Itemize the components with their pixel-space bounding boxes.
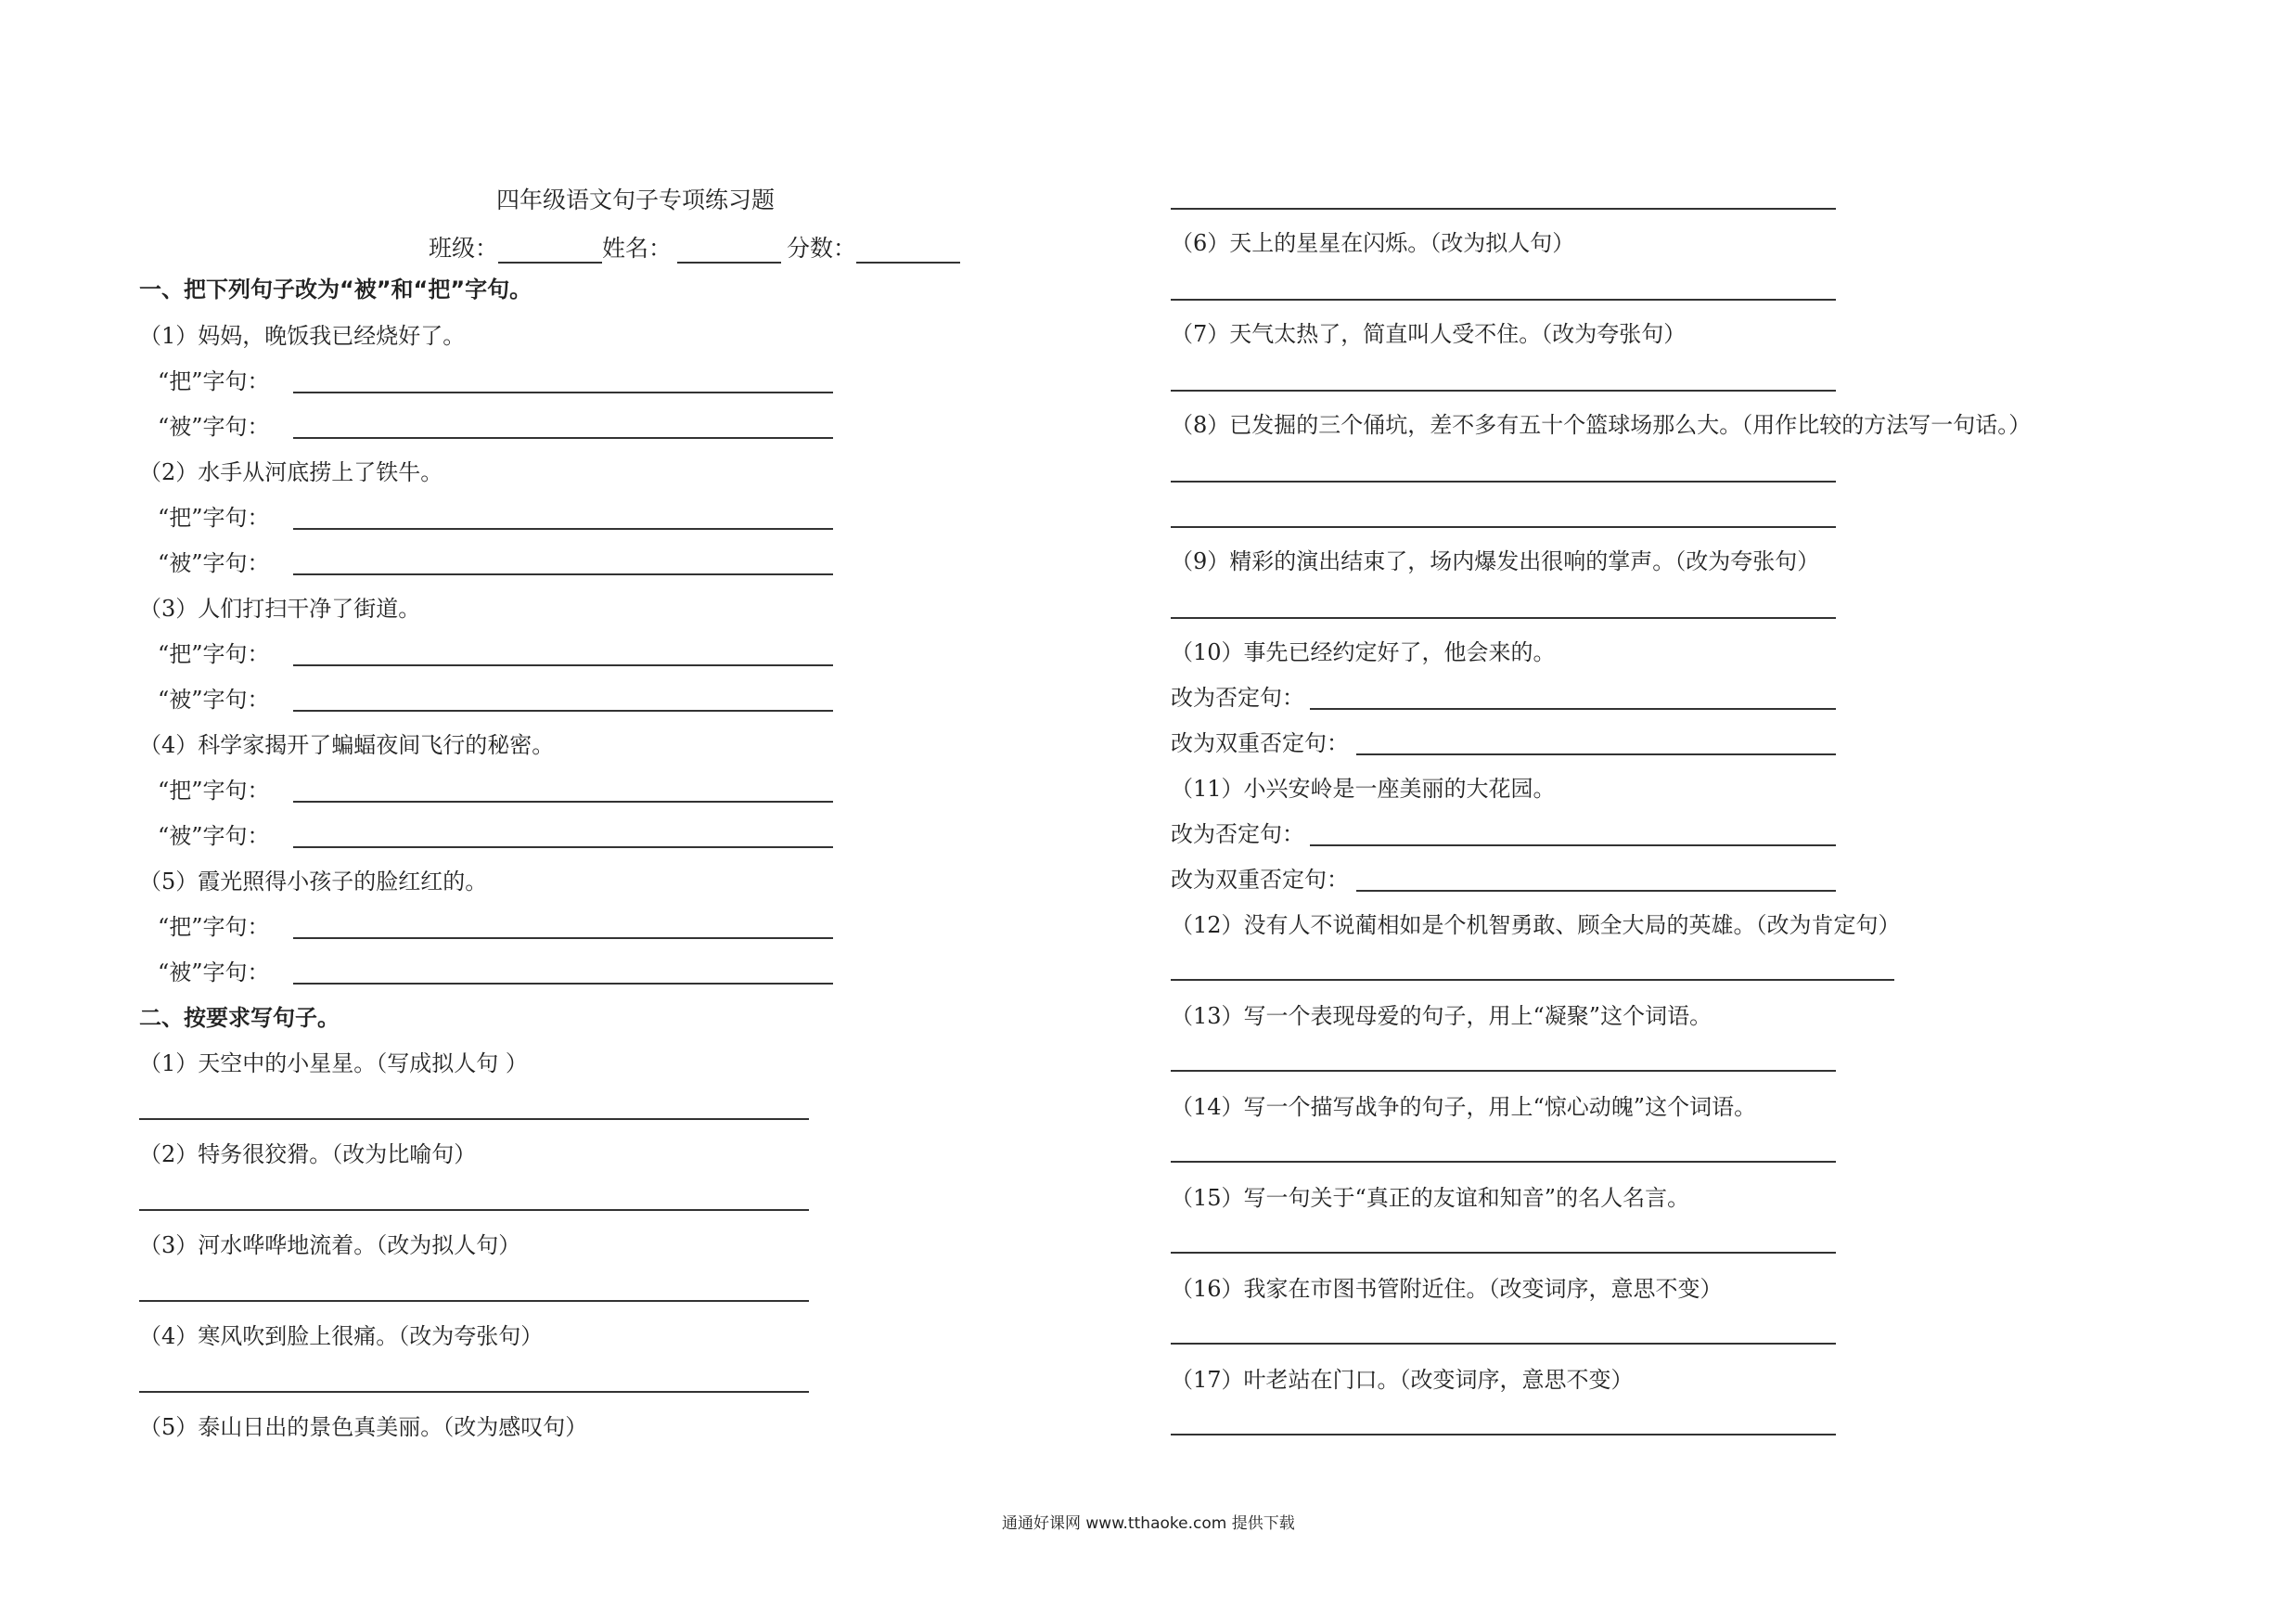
double-neg-label: 改为双重否定句： xyxy=(1171,730,1349,756)
s2-item-14: （14）写一个描写战争的句子，用上“惊心动魄”这个词语。 xyxy=(1171,1094,1757,1120)
class-blank[interactable] xyxy=(498,238,602,264)
page-title: 四年级语文句子专项练习题 xyxy=(496,187,776,213)
answer-line[interactable] xyxy=(293,846,833,848)
s2-item-3: （3）河水哗哗地流着。（改为拟人句） xyxy=(139,1232,521,1258)
answer-line[interactable] xyxy=(1171,1070,1836,1072)
footer-source: 通通好课网 www.tthaoke.com 提供下载 xyxy=(1002,1514,1295,1533)
answer-line[interactable] xyxy=(293,392,833,393)
bei-label: “被”字句： xyxy=(158,550,270,576)
s2-item-4: （4）寒风吹到脸上很痛。（改为夸张句） xyxy=(139,1323,544,1349)
answer-line[interactable] xyxy=(1171,1252,1836,1254)
answer-line[interactable] xyxy=(293,710,833,712)
answer-line[interactable] xyxy=(293,437,833,439)
answer-line[interactable] xyxy=(1171,526,1836,528)
answer-line[interactable] xyxy=(293,528,833,530)
s2-item-11: （11）小兴安岭是一座美丽的大花园。 xyxy=(1171,776,1556,802)
neg-label: 改为否定句： xyxy=(1171,685,1304,711)
class-label: 班级： xyxy=(429,235,499,262)
ba-label: “把”字句： xyxy=(158,914,270,940)
ba-label: “把”字句： xyxy=(158,641,270,667)
s1-item-1: （1）妈妈，晚饭我已经烧好了。 xyxy=(139,323,466,349)
s1-item-5: （5）霞光照得小孩子的脸红红的。 xyxy=(139,869,488,895)
s2-item-15: （15）写一句关于“真正的友谊和知音”的名人名言。 xyxy=(1171,1185,1690,1211)
answer-line[interactable] xyxy=(1171,1434,1836,1435)
answer-line[interactable] xyxy=(1171,1343,1836,1345)
answer-line[interactable] xyxy=(1171,299,1836,301)
s2-item-7: （7）天气太热了，简直叫人受不住。（改为夸张句） xyxy=(1171,321,1687,347)
ba-label: “把”字句： xyxy=(158,505,270,531)
neg-label: 改为否定句： xyxy=(1171,821,1304,847)
double-neg-label: 改为双重否定句： xyxy=(1171,867,1349,893)
bei-label: “被”字句： xyxy=(158,414,270,440)
s2-item-8: （8）已发掘的三个俑坑，差不多有五十个篮球场那么大。（用作比较的方法写一句话。） xyxy=(1171,412,2032,438)
s2-item-12: （12）没有人不说蔺相如是个机智勇敢、顾全大局的英雄。（改为肯定句） xyxy=(1171,912,1901,938)
section1-heading: 一、把下列句子改为“被”和“把”字句。 xyxy=(139,277,532,303)
s2-item-2: （2）特务很狡猾。（改为比喻句） xyxy=(139,1141,477,1167)
s1-item-4: （4）科学家揭开了蝙蝠夜间飞行的秘密。 xyxy=(139,732,555,758)
answer-line[interactable] xyxy=(139,1391,809,1393)
ba-label: “把”字句： xyxy=(158,368,270,394)
score-label: 分数： xyxy=(787,235,857,262)
answer-line[interactable] xyxy=(293,801,833,803)
answer-line[interactable] xyxy=(1171,390,1836,392)
section2-heading: 二、按要求写句子。 xyxy=(139,1005,340,1031)
s2-item-1: （1）天空中的小星星。（写成拟人句 ） xyxy=(139,1050,528,1076)
answer-line[interactable] xyxy=(139,1300,809,1302)
bei-label: “被”字句： xyxy=(158,687,270,713)
name-blank[interactable] xyxy=(677,238,781,264)
bei-label: “被”字句： xyxy=(158,959,270,985)
answer-line[interactable] xyxy=(1171,208,1836,210)
s2-item-16: （16）我家在市图书管附近住。（改变词序，意思不变） xyxy=(1171,1276,1723,1302)
score-blank[interactable] xyxy=(856,238,960,264)
answer-line[interactable] xyxy=(293,573,833,575)
bei-label: “被”字句： xyxy=(158,823,270,849)
ba-label: “把”字句： xyxy=(158,778,270,804)
answer-line[interactable] xyxy=(1171,481,1836,483)
answer-line[interactable] xyxy=(293,937,833,939)
s2-item-9: （9）精彩的演出结束了，场内爆发出很响的掌声。（改为夸张句） xyxy=(1171,548,1820,574)
s2-item-10: （10）事先已经约定好了，他会来的。 xyxy=(1171,639,1556,665)
answer-line[interactable] xyxy=(1171,1161,1836,1163)
name-label: 姓名： xyxy=(602,235,673,262)
s1-item-3: （3）人们打扫干净了街道。 xyxy=(139,596,421,622)
answer-line[interactable] xyxy=(293,664,833,666)
answer-line[interactable] xyxy=(1310,708,1836,710)
answer-line[interactable] xyxy=(1171,979,1894,981)
s2-item-5: （5）泰山日出的景色真美丽。（改为感叹句） xyxy=(139,1414,588,1440)
answer-line[interactable] xyxy=(1356,753,1836,755)
s2-item-13: （13）写一个表现母爱的句子，用上“凝聚”这个词语。 xyxy=(1171,1003,1712,1029)
answer-line[interactable] xyxy=(139,1118,809,1120)
answer-line[interactable] xyxy=(293,983,833,985)
answer-line[interactable] xyxy=(1310,844,1836,846)
s2-item-6: （6）天上的星星在闪烁。（改为拟人句） xyxy=(1171,230,1575,256)
answer-line[interactable] xyxy=(139,1209,809,1211)
s2-item-17: （17）叶老站在门口。（改变词序，意思不变） xyxy=(1171,1367,1634,1393)
student-info-row xyxy=(429,230,960,264)
answer-line[interactable] xyxy=(1356,890,1836,892)
s1-item-2: （2）水手从河底捞上了铁牛。 xyxy=(139,459,443,485)
answer-line[interactable] xyxy=(1171,617,1836,619)
